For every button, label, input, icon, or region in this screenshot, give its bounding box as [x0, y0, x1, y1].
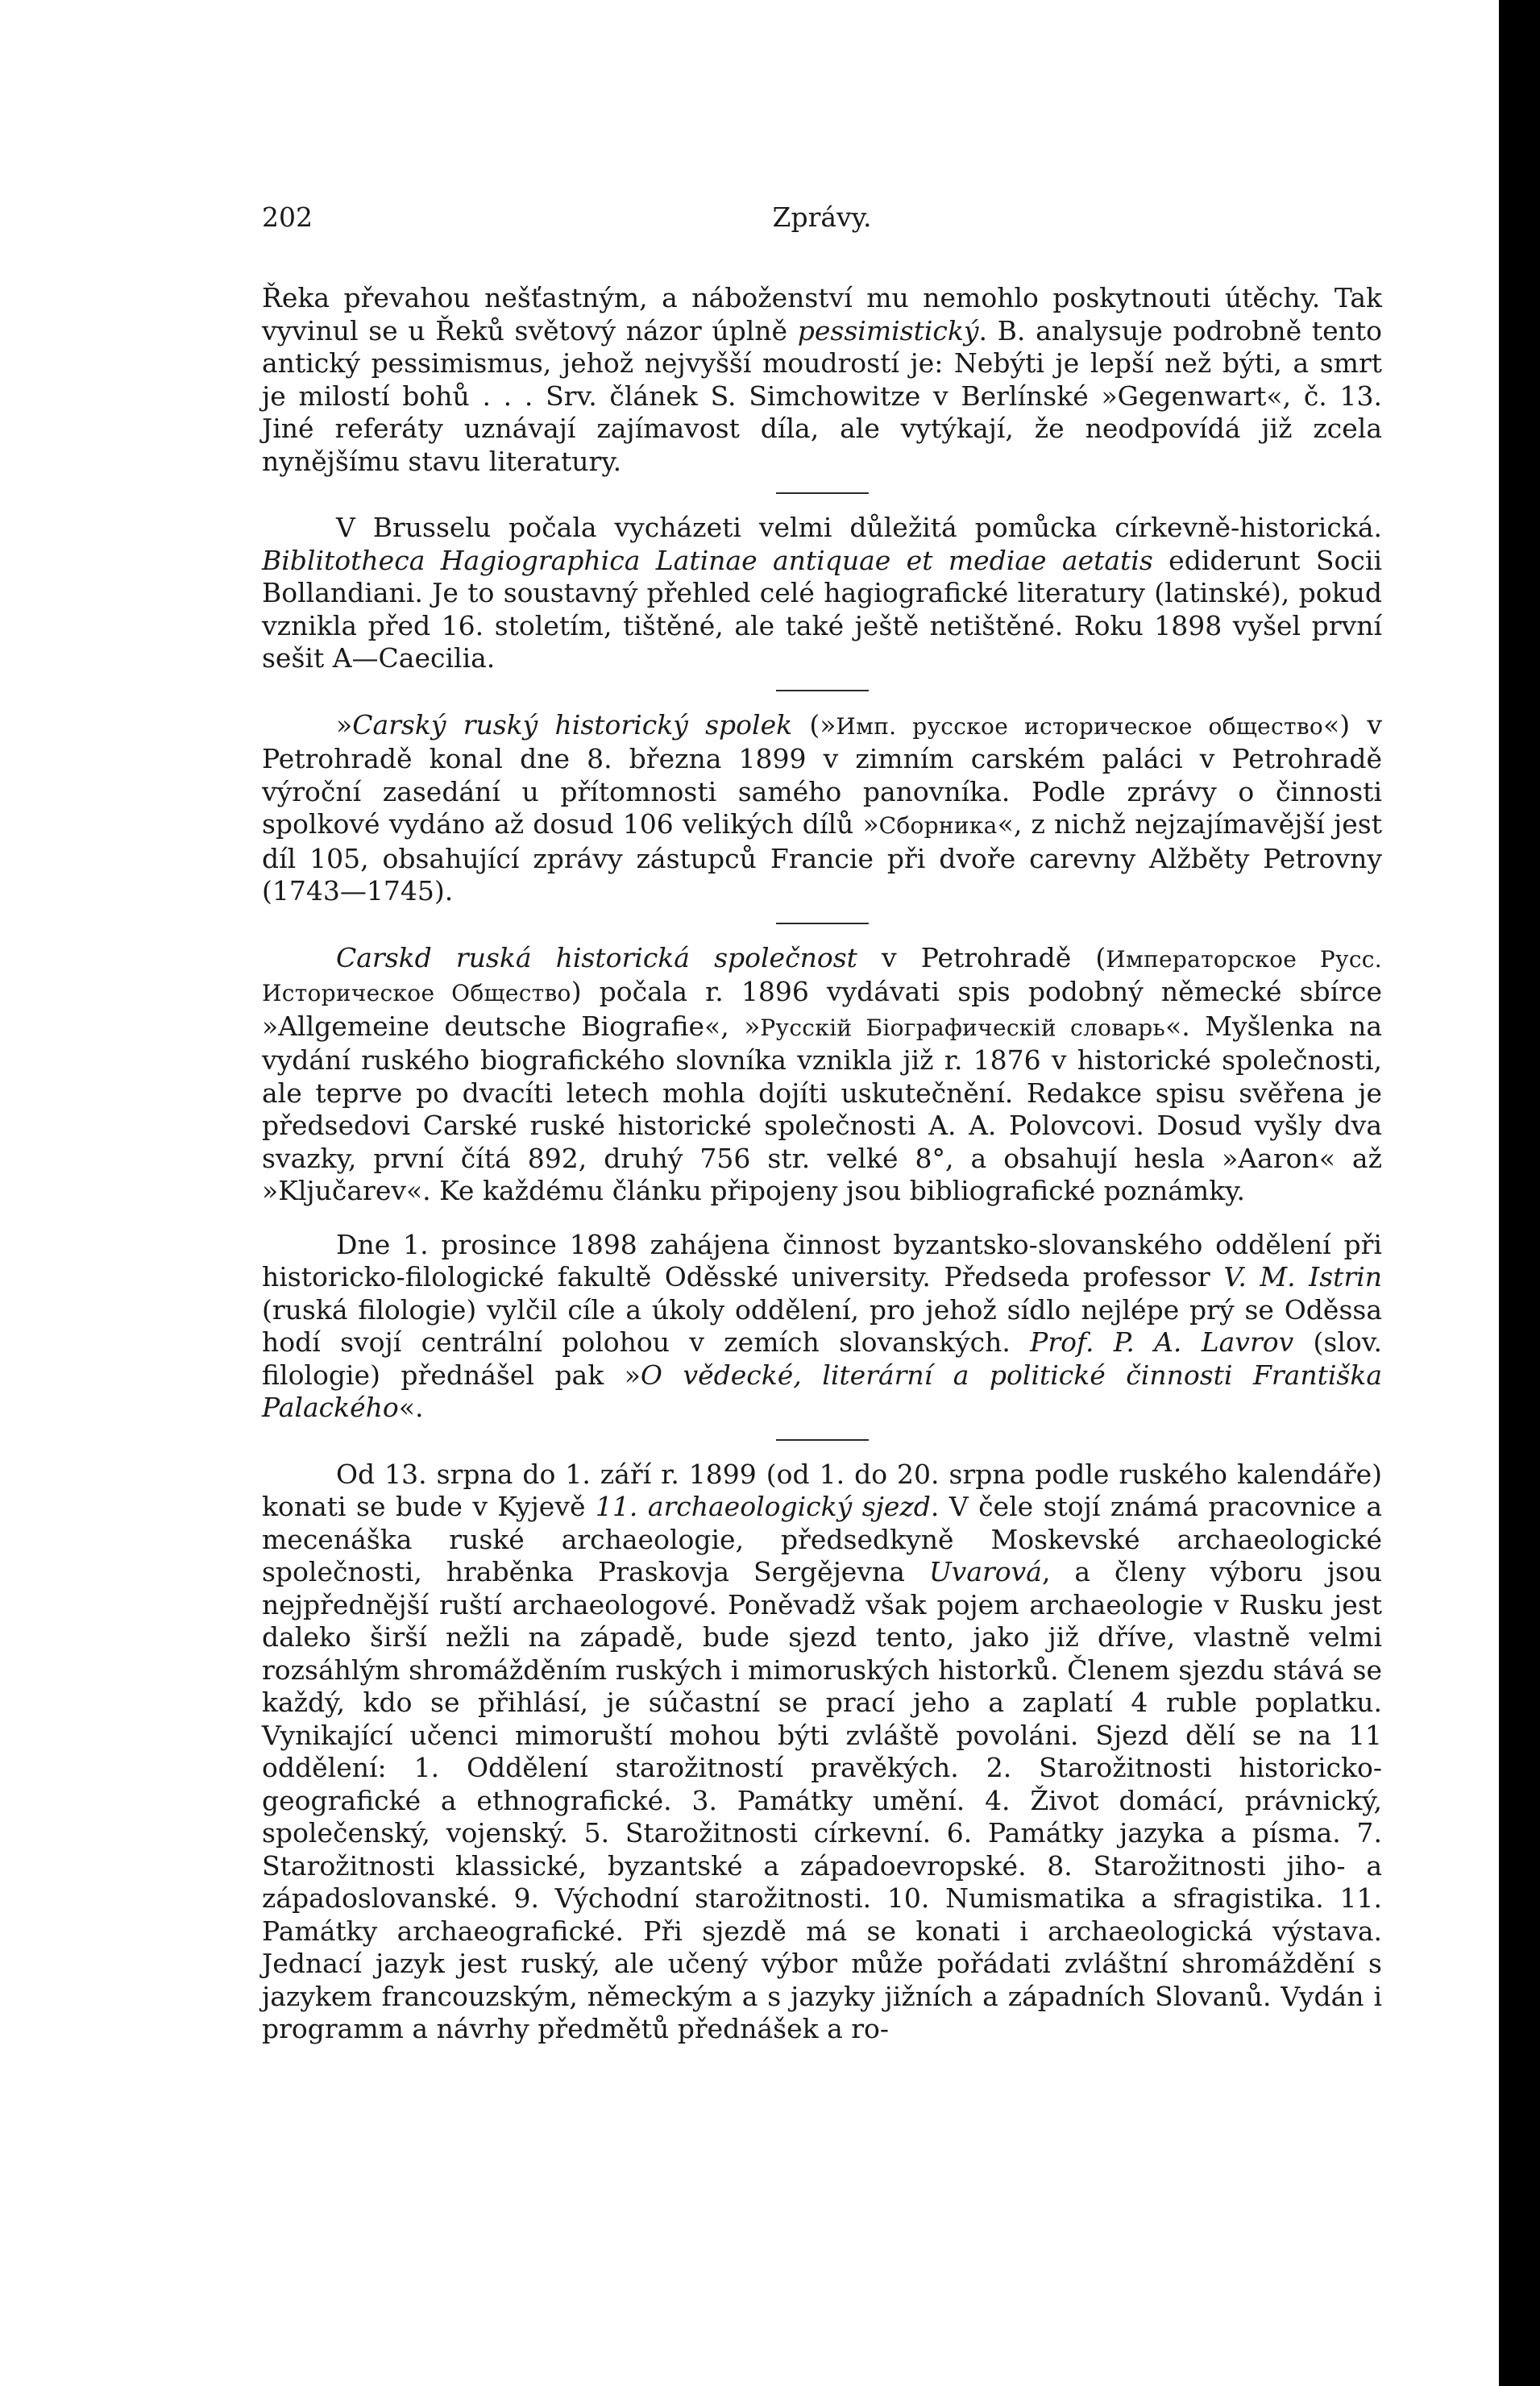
paragraph-bibliotheca-hagiographica: V Brusselu počala vycházeti velmi důležitá pomůcka církevně-historická. Biblitotheca Hagiographica Latinae antiquae et mediae aetatis ediderunt Socii Bollandiani. Je to soustavný přehled celé hagiografické literatury (latinské), pokud vznikla před 16. stoletím, tištěné, ale také ještě netištěné. Roku 1898 vyšel první sešit A—Caecilia.	[262, 512, 1382, 674]
scan-border	[1499, 0, 1540, 2386]
section-divider	[776, 1439, 869, 1441]
section-title: Zprávy.	[772, 201, 872, 233]
paragraph-carsky-spolek: »Carský ruský historický spolek (»Имп. русское историческое общество«) v Petrohradě konal dne 8. března 1899 v zimním carském paláci v Petrohradě výroční zasedání u přítomnosti samého panovníka. Podle zprávy o činnosti spolkové vydáno až dosud 106 velikých dílů »Сборника«, z nichž nejzajímavější jest díl 105, obsahující zprávy zástupců Francie při dvoře carevny Alžběty Petrovny (1743—1745).	[262, 708, 1382, 907]
paragraph-greek-pessimism: Řeka převahou nešťastným, a náboženství mu nemohlo poskytnouti útěchy. Tak vyvinul se u Řeků světový názor úplně pessimistický. B. analysuje podrobně tento antický pessimismus, jehož nejvyšší moudrostí je: Nebýti je lepší než býti, a smrt je milostí bohů . . . Srv. článek S. Simchowitze v Berlínské »Gegenwart«, č. 13. Jiné referáty uznávají zajímavost díla, ale vytýkají, že neodpovídá již zcela nynějšímu stavu literatury.	[262, 282, 1383, 477]
paragraph-carska-spolecnost: Carskd ruská historická společnost v Petrohradě (Императорское Русс. Историческое Общество) počala r. 1896 vydávati spis podobný německé sbírce »Allgemeine deutsche Biografie«, »Русскій Біографическій словарь«. Myšlenka na vydání ruského biografického slovníka vznikla již r. 1876 v historické společnosti, ale teprve po dvacíti letech mohla dojíti uskutečnění. Redakce spisu svěřena je předsedovi Carské ruské historické společnosti A. A. Polovcovi. Dosud vyšly dva svazky, první čítá 892, druhý 756 str. velké 8°, a obsahují hesla »Aaron« až »Ključarev«. Ke každému článku připojeny jsou bibliografické poznámky.	[262, 941, 1382, 1206]
paragraph-odessa-department: Dne 1. prosince 1898 zahájena činnost byzantsko-slovanského oddělení při historicko-filologické fakultě Oděsské university. Předseda professor V. M. Istrin (ruská filologie) vylčil cíle a úkoly oddělení, pro jehož sídlo nejlépe prý se Oděssa hodí svojí centrální polohou v zemích slovanských. Prof. P. A. Lavrov (slov. filologie) přednášel pak »O vědecké, literární a politické činnosti Františka Palackého«.	[262, 1228, 1382, 1423]
section-divider	[776, 923, 869, 924]
section-divider	[776, 690, 869, 691]
paragraph-archaeological-congress: Od 13. srpna do 1. září r. 1899 (od 1. do 20. srpna podle ruského kalendáře) konati se bude v Kyjevě 11. archaeologický sjezd. V čele stojí známá pracovnice a mecenáška ruské archaeologie, předsedkyně Moskevské archaeologické společnosti, hraběnka Praskovja Sergějevna Uvarová, a členy výboru jsou nejpřednější ruští archaeologové. Poněvadž však pojem archaeologie v Rusku jest daleko širší nežli na západě, bude sjezd tento, jako již dříve, vlastně velmi rozsáhlým shromážděním ruských i mimoruských historků. Členem sjezdu stává se každý, kdo se přihlásí, je súčastní se prací jeho a zaplatí 4 ruble poplatku. Vynikající učenci mimoruští mohou býti zvláště povoláni. Sjezd dělí se na 11 oddělení: 1. Oddělení starožitností pravěkých. 2. Starožitnosti historicko-geografické a ethnografické. 3. Památky umění. 4. Život domácí, právnický, společenský, vojenský. 5. Starožitnosti církevní. 6. Památky jazyka a písma. 7. Starožitnosti klassické, byzantské a západoevropské. 8. Starožitnosti jiho- a západoslovanské. 9. Východní starožitnosti. 10. Numismatika a sfragistika. 11. Památky archaeografické. Při sjezdě má se konati i archaeologická výstava. Jednací jazyk jest ruský, ale učený výbor může pořádati zvláštní shromáždění s jazykem francouzským, německým a s jazyky jižních a západních Slovanů. Vydán i programm a návrhy předmětů přednášek a ro-	[262, 1458, 1382, 2044]
page-text	[262, 201, 1382, 2046]
section-divider	[776, 492, 869, 494]
page-number: 202	[262, 201, 313, 233]
paragraph-gap	[262, 1208, 1382, 1229]
running-head	[262, 201, 1382, 250]
